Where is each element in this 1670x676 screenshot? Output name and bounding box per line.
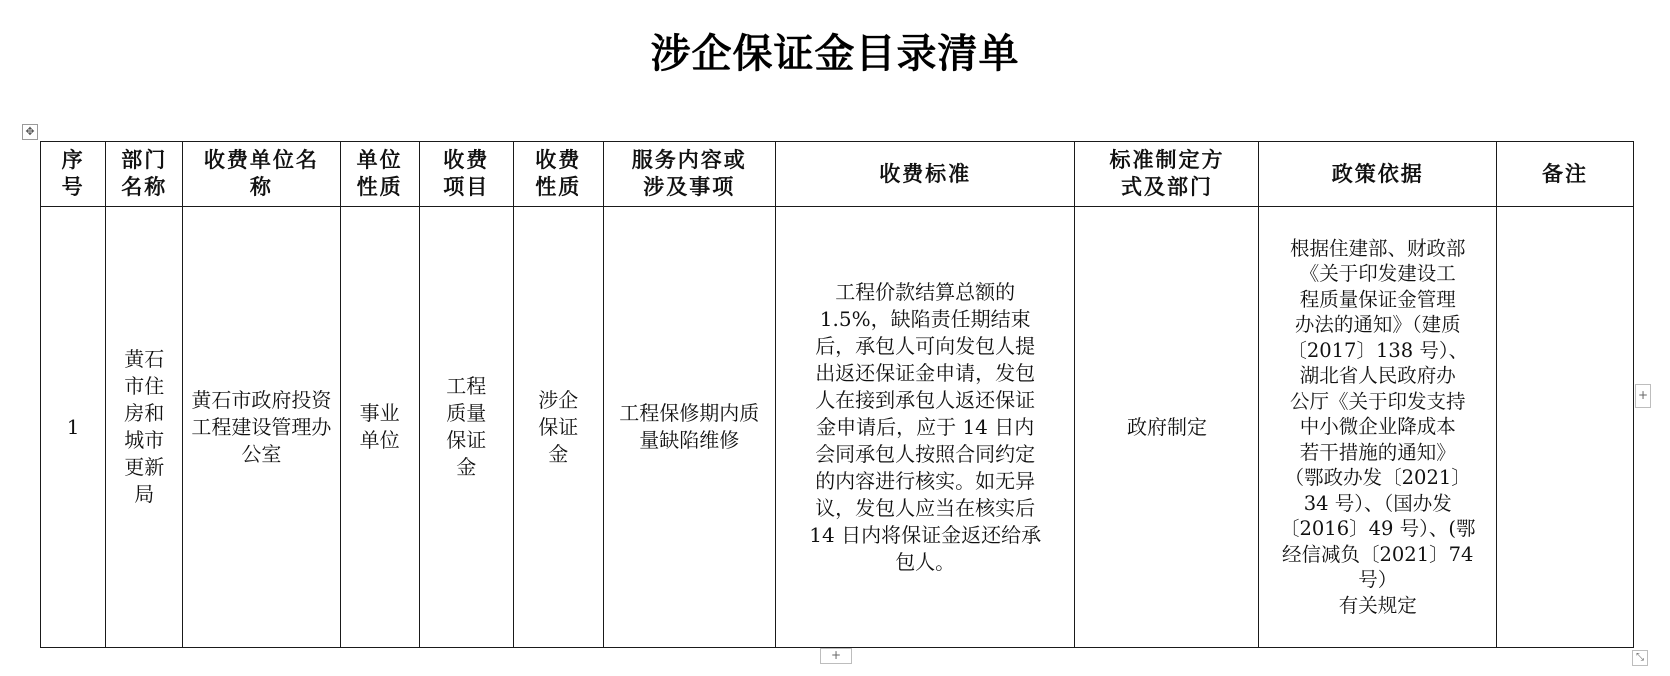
policy-line: 号）: [1358, 568, 1398, 592]
table-resize-icon[interactable]: ⤡: [1632, 650, 1648, 666]
table-header-row: [41, 142, 1634, 207]
cell-standard-text: 工程价款结算总额的 1.5%，缺陷责任期结束后，承包人可向发包人提出返还保证金申请，发包人在接到承包人返还保证金申请后，应于 14 日内会同承包人按照合同约定的内容进行核实。如无异议，发包人应当在核实后 14 日内将保证金返还给承包人。: [809, 279, 1042, 574]
cell-unit-name-text: 黄石市政府投资工程建设管理办公室: [191, 387, 332, 466]
cell-policy[interactable]: [1259, 207, 1497, 648]
policy-line: 公厅《关于印发支持: [1289, 389, 1466, 413]
cell-index-text: 1: [66, 414, 80, 439]
header-index-label: 序号: [61, 148, 85, 199]
policy-line: 根据住建部、财政部: [1289, 236, 1466, 260]
header-department-label: 部门名称: [121, 148, 168, 199]
header-unit-nature-label: 单位性质: [356, 148, 403, 199]
header-service: [603, 142, 775, 207]
policy-line: 湖北省人民政府办: [1299, 364, 1456, 388]
cell-department[interactable]: [106, 207, 183, 648]
policy-line: 〔2017〕138 号）、: [1287, 338, 1469, 362]
policy-line: 程质量保证金管理: [1299, 287, 1456, 311]
cell-unit-name[interactable]: [183, 207, 340, 648]
header-remark: [1496, 142, 1633, 207]
add-row-icon[interactable]: +: [820, 648, 852, 664]
cell-fee-item[interactable]: [419, 207, 513, 648]
cell-unit-nature[interactable]: [340, 207, 419, 648]
cell-fee-nature-text: 涉企保证金: [538, 387, 579, 466]
header-fee-item: [419, 142, 513, 207]
cell-method-text: 政府制定: [1126, 414, 1207, 439]
header-fee-nature: [513, 142, 603, 207]
header-standard-label: 收费标准: [879, 161, 972, 186]
fee-directory-table: [40, 141, 1634, 648]
header-unit-name: [183, 142, 340, 207]
header-fee-nature-label: 收费性质: [535, 148, 582, 199]
add-column-icon[interactable]: +: [1635, 384, 1651, 408]
header-fee-item-label: 收费项目: [443, 148, 490, 199]
policy-line: 经信减负〔2021〕74: [1281, 542, 1474, 566]
cell-service[interactable]: [603, 207, 775, 648]
header-policy: [1259, 142, 1497, 207]
cell-fee-item-text: 工程质量保证金: [446, 374, 487, 479]
cell-index[interactable]: [41, 207, 106, 648]
cell-method[interactable]: [1075, 207, 1259, 648]
header-unit-nature: [340, 142, 419, 207]
policy-line: 办法的通知》（建质: [1294, 313, 1461, 337]
header-remark-label: 备注: [1541, 161, 1588, 186]
policy-line: 34 号）、（国办发: [1303, 491, 1452, 515]
cell-department-text: 黄石市住房和城市更新局: [124, 347, 165, 506]
policy-line: 若干措施的通知》: [1299, 440, 1456, 464]
table-row: [41, 207, 1634, 648]
policy-line: 有关规定: [1338, 593, 1417, 617]
cell-unit-nature-text: 事业单位: [359, 401, 400, 452]
policy-line: 《关于印发建设工: [1299, 262, 1456, 286]
page-title: 涉企保证金目录清单: [650, 31, 1020, 77]
header-index: [41, 142, 106, 207]
header-unit-name-label: 收费单位名称: [203, 148, 319, 199]
policy-line: 〔2016〕49 号）、(鄂: [1279, 517, 1476, 541]
header-standard: [775, 142, 1075, 207]
header-service-label: 服务内容或涉及事项: [631, 148, 747, 199]
cell-fee-nature[interactable]: [513, 207, 603, 648]
cell-remark[interactable]: [1496, 207, 1633, 648]
cell-standard[interactable]: [775, 207, 1075, 648]
cell-service-text: 工程保修期内质量缺陷维修: [619, 401, 760, 452]
policy-line: （鄂政办发〔2021〕: [1284, 466, 1471, 490]
header-method-label: 标准制定方式及部门: [1109, 148, 1225, 199]
table-move-handle-icon[interactable]: ✥: [22, 124, 38, 140]
header-department: [106, 142, 183, 207]
header-policy-label: 政策依据: [1331, 161, 1424, 186]
policy-line: 中小微企业降成本: [1299, 415, 1456, 439]
header-method: [1075, 142, 1259, 207]
